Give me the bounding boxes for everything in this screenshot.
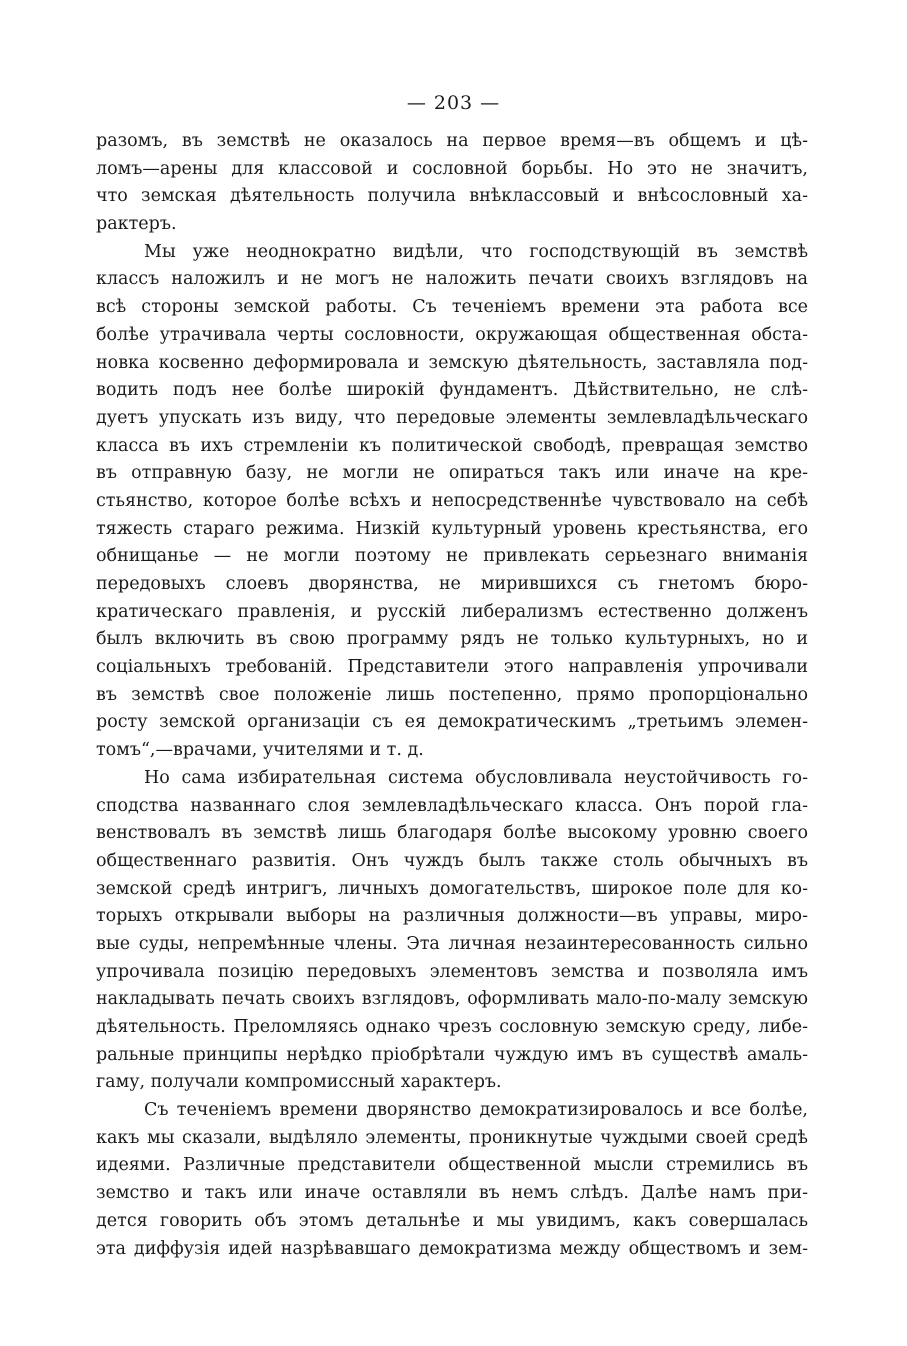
text-line: ральные принципы нерѣдко пріобрѣтали чуждую имъ въ существѣ амаль- bbox=[96, 1044, 808, 1065]
text-line: классъ наложилъ и не могъ не наложить печати своихъ взглядовъ на bbox=[96, 269, 808, 290]
paragraph bbox=[96, 128, 808, 239]
text-line: томъ“,—врачами, учителями и т. д. bbox=[96, 740, 424, 761]
paragraph bbox=[96, 765, 808, 1097]
text-line: дѣятельность. Преломляясь однако чрезъ сословную земскую среду, либе- bbox=[96, 1017, 808, 1037]
text-line: разомъ, въ земствѣ не оказалось на первое время—въ общемъ и цѣ- bbox=[96, 131, 808, 151]
text-line: какъ мы сказали, выдѣляло элементы, проникнутые чуждыми своей средѣ bbox=[96, 1127, 808, 1148]
text-line: Съ теченіемъ времени дворянство демократизировалось и все болѣе, bbox=[144, 1100, 808, 1121]
text-line: вые суды, непремѣнные члены. Эта личная незаинтересованность сильно bbox=[96, 933, 808, 954]
text-line: болѣе утрачивала черты сословности, окружающая общественная обста- bbox=[96, 324, 808, 345]
text-line: упрочивала позицію передовыхъ элементовъ земства и позволяла имъ bbox=[96, 961, 808, 982]
text-line: всѣ стороны земской работы. Съ теченіемъ времени эта работа все bbox=[96, 297, 808, 318]
text-line: что земская дѣятельность получила внѣклассовый и внѣсословный ха- bbox=[96, 186, 808, 207]
text-line: накладывать печать своихъ взглядовъ, оформливать мало-по-малу земскую bbox=[96, 989, 808, 1010]
text-line: гаму, получали компромиссный характеръ. bbox=[96, 1072, 502, 1093]
text-line: класса въ ихъ стремленіи къ политической свободѣ, превращая земство bbox=[96, 435, 808, 456]
text-line: кратическаго правленія, и русскій либерализмъ естественно долженъ bbox=[96, 601, 808, 622]
body-text bbox=[96, 128, 808, 1263]
text-line: въ земствѣ свое положеніе лишь постепенно, прямо пропорціонально bbox=[96, 684, 808, 705]
text-line: дется говорить объ этомъ детальнѣе и мы увидимъ, какъ совершалась bbox=[96, 1210, 808, 1231]
text-line: идеями. Различные представители общественной мысли стремились въ bbox=[96, 1155, 808, 1176]
text-line: водить подъ нее болѣе широкій фундаментъ. Дѣйствительно, не слѣ- bbox=[96, 380, 808, 401]
text-line: обнищанье — не могли поэтому не привлекать серьезнаго вниманія bbox=[96, 546, 808, 567]
text-line: сподства названнаго слоя землевладѣльческаго класса. Онъ порой гла- bbox=[96, 795, 808, 816]
text-line: новка косвенно деформировала и земскую дѣятельность, заставляла под- bbox=[96, 352, 808, 373]
text-line: ломъ—арены для классовой и сословной борьбы. Но это не значитъ, bbox=[96, 158, 808, 179]
text-line: общественнаго развитія. Онъ чуждъ былъ также столь обычныхъ въ bbox=[96, 850, 808, 871]
text-line: венствовалъ въ земствѣ лишь благодаря болѣе высокому уровню своего bbox=[96, 823, 808, 844]
text-line: въ отправную базу, не могли не опираться такъ или иначе на кре- bbox=[96, 463, 808, 484]
text-line: росту земской организаціи съ ея демократическимъ „третьимъ элемен- bbox=[96, 712, 808, 733]
text-line: земской средѣ интригъ, личныхъ домогательствъ, широкое поле для ко- bbox=[96, 878, 808, 899]
paragraph bbox=[96, 1097, 808, 1263]
text-line: торыхъ открывали выборы на различныя должности—въ управы, миро- bbox=[96, 906, 808, 927]
text-line: тяжесть стараго режима. Низкій культурный уровень крестьянства, его bbox=[96, 518, 808, 539]
text-line: стьянство, которое болѣе всѣхъ и непосредственнѣе чувствовало на себѣ bbox=[96, 490, 808, 511]
paragraph bbox=[96, 239, 808, 765]
text-line: соціальныхъ требованій. Представители этого направленія упрочивали bbox=[96, 657, 808, 678]
text-line: рактеръ. bbox=[96, 214, 177, 235]
text-line: земство и такъ или иначе оставляли въ немъ слѣдъ. Далѣе намъ при- bbox=[96, 1183, 808, 1204]
text-line: Но сама избирательная система обусловливала неустойчивость го- bbox=[144, 767, 808, 788]
page-number: — 203 — bbox=[406, 92, 501, 114]
text-line: былъ включить въ свою программу рядъ не только культурныхъ, но и bbox=[96, 629, 808, 650]
text-line: дуетъ упускать изъ виду, что передовые элементы землевладѣльческаго bbox=[96, 407, 808, 428]
text-line: передовыхъ слоевъ дворянства, не мирившихся съ гнетомъ бюро- bbox=[96, 574, 808, 594]
text-line: Мы уже неоднократно видѣли, что господствующій въ земствѣ bbox=[144, 241, 808, 262]
text-line: эта диффузія идей назрѣвавшаго демократизма между обществомъ и зем- bbox=[96, 1238, 808, 1259]
